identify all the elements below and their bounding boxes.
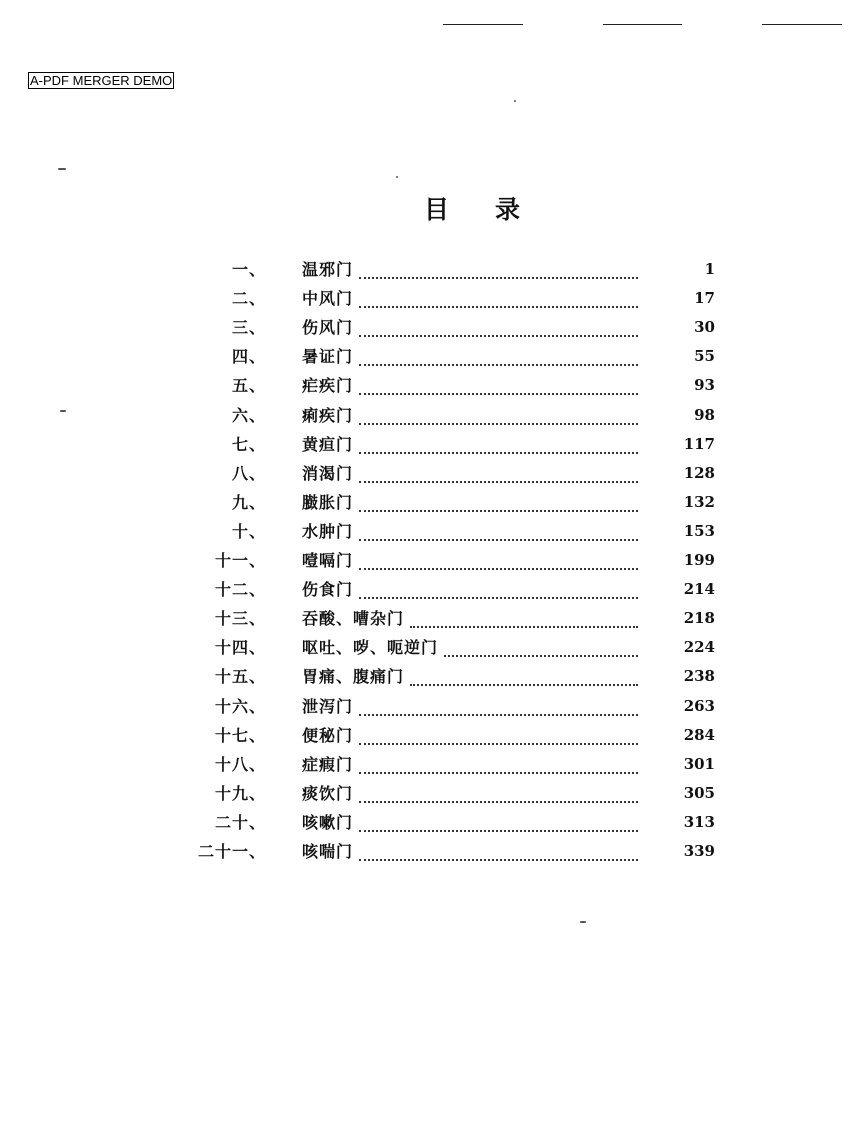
toc-leader-dots — [359, 577, 638, 599]
toc-entry — [0, 286, 866, 310]
toc-entry-title: 中风门 — [302, 289, 354, 309]
page-title — [424, 190, 520, 226]
toc-entry-page: 199 — [683, 551, 715, 569]
toc-entry-number: 六、 — [231, 405, 266, 425]
toc-entry-page: 301 — [683, 754, 715, 773]
toc-leader-dots — [359, 723, 638, 745]
toc-entry — [0, 548, 866, 572]
toc-entry-number: 八、 — [231, 463, 266, 483]
toc-entry-title: 咳嗽门 — [302, 812, 354, 832]
toc-entry-page: 214 — [683, 580, 715, 599]
toc-leader-dots — [359, 490, 638, 512]
title-char-right: 录 — [495, 195, 521, 224]
toc-entry-page: 93 — [694, 376, 715, 395]
toc-leader-dots — [359, 752, 638, 774]
toc-entry-page: 218 — [683, 609, 715, 628]
header-rule — [603, 24, 682, 25]
toc-entry-number: 十三、 — [214, 609, 266, 629]
toc-entry-title: 便秘门 — [302, 725, 354, 745]
toc-entry-title: 症瘕门 — [302, 754, 354, 774]
toc-entry-number: 二、 — [231, 289, 266, 309]
toc-leader-dots — [359, 432, 638, 454]
toc-entry-page: 132 — [683, 492, 715, 511]
toc-entry — [0, 432, 866, 456]
toc-entry-number: 七、 — [231, 434, 266, 454]
toc-entry-title: 胃痛、腹痛门 — [302, 667, 405, 687]
toc-leader-dots — [359, 810, 638, 832]
toc-entry — [0, 606, 866, 630]
toc-entry — [0, 810, 866, 834]
toc-entry-number: 三、 — [231, 318, 266, 338]
toc-entry-number: 二十一、 — [197, 842, 266, 861]
toc-leader-dots — [359, 839, 638, 861]
toc-entry-number: 十、 — [231, 521, 266, 541]
toc-entry-page: 284 — [683, 725, 715, 744]
toc-entry-title: 臌胀门 — [302, 492, 354, 512]
toc-entry — [0, 752, 866, 776]
toc-leader-dots — [359, 403, 638, 425]
toc-entry-title: 呕吐、哕、呃逆门 — [302, 638, 439, 658]
toc-entry-page: 98 — [694, 405, 715, 424]
toc-leader-dots — [359, 315, 638, 337]
header-rule — [762, 24, 842, 25]
toc-entry-title: 咳喘门 — [302, 842, 354, 861]
toc-leader-dots — [359, 373, 638, 395]
toc-leader-dots — [359, 548, 638, 570]
header-rule — [443, 24, 523, 25]
toc-entry-number: 十四、 — [214, 638, 266, 658]
toc-leader-dots — [359, 286, 638, 308]
toc-entry-title: 水肿门 — [302, 521, 354, 541]
toc-entry — [0, 403, 866, 427]
toc-entry-title: 疟疾门 — [302, 376, 354, 396]
toc-entry-page: 153 — [683, 521, 715, 540]
scan-speck — [396, 176, 398, 178]
toc-entry — [0, 315, 866, 339]
toc-entry-number: 九、 — [231, 492, 266, 512]
toc-entry-title: 痰饮门 — [302, 783, 354, 803]
scan-speck — [60, 410, 66, 412]
toc-entry-page: 55 — [694, 347, 715, 366]
toc-entry-title: 黄疸门 — [302, 434, 354, 454]
toc-entry-number: 十七、 — [214, 725, 266, 745]
toc-entry — [0, 781, 866, 805]
toc-entry-number: 十六、 — [214, 696, 266, 716]
toc-leader-dots — [444, 635, 638, 657]
toc-entry-page: 313 — [683, 812, 715, 831]
toc-entry-number: 十九、 — [214, 783, 266, 803]
toc-entry-title: 消渴门 — [302, 463, 354, 483]
toc-entry-page: 128 — [683, 463, 715, 482]
toc-entry-page: 238 — [683, 667, 715, 686]
toc-leader-dots — [359, 257, 638, 279]
toc-leader-dots — [359, 344, 638, 366]
toc-entry-title: 泄泻门 — [302, 696, 354, 716]
toc-entry-page: 117 — [683, 434, 715, 453]
toc-entry-page: 263 — [683, 696, 715, 715]
toc-leader-dots — [359, 461, 638, 483]
toc-entry-title: 痢疾门 — [302, 405, 354, 425]
toc-leader-dots — [359, 781, 638, 803]
toc-entry-page: 17 — [694, 289, 715, 308]
toc-entry-number: 四、 — [231, 347, 266, 367]
scan-speck — [514, 100, 516, 102]
toc-entry — [0, 519, 866, 543]
title-char-left: 目 — [424, 195, 450, 224]
toc-entry-number: 十二、 — [214, 580, 266, 600]
toc-entry-page: 224 — [683, 638, 715, 657]
toc-entry-page: 339 — [683, 842, 715, 860]
toc-entry-number: 二十、 — [214, 812, 266, 832]
toc-entry-title: 温邪门 — [302, 260, 354, 279]
toc-entry — [0, 664, 866, 688]
toc-entry — [0, 694, 866, 718]
toc-entry — [0, 635, 866, 659]
toc-leader-dots — [410, 664, 638, 686]
scan-speck — [580, 921, 586, 923]
toc-leader-dots — [410, 606, 638, 628]
toc-entry — [0, 490, 866, 514]
toc-leader-dots — [359, 694, 638, 716]
scan-speck — [58, 168, 66, 170]
watermark-label: A-PDF MERGER DEMO — [30, 73, 173, 88]
toc-entry-page: 1 — [704, 260, 715, 278]
toc-entry-number: 十八、 — [214, 754, 266, 774]
toc-entry-page: 305 — [683, 783, 715, 802]
toc-entry — [0, 344, 866, 368]
toc-entry-title: 噎嗝门 — [302, 551, 354, 570]
toc-entry-title: 伤食门 — [302, 580, 354, 600]
toc-entry — [0, 461, 866, 485]
toc-entry-page: 30 — [694, 318, 715, 337]
toc-entry-title: 伤风门 — [302, 318, 354, 338]
toc-entry-number: 一、 — [231, 260, 266, 279]
toc-entry-number: 十一、 — [214, 551, 266, 570]
toc-entry — [0, 257, 866, 281]
toc-entry — [0, 839, 866, 863]
toc-entry-number: 十五、 — [214, 667, 266, 687]
toc-entry-title: 暑证门 — [302, 347, 354, 367]
toc-entry — [0, 373, 866, 397]
toc-entry — [0, 577, 866, 601]
toc-entry — [0, 723, 866, 747]
toc-entry-number: 五、 — [231, 376, 266, 396]
toc-entry-title: 吞酸、嘈杂门 — [302, 609, 405, 629]
toc-leader-dots — [359, 519, 638, 541]
